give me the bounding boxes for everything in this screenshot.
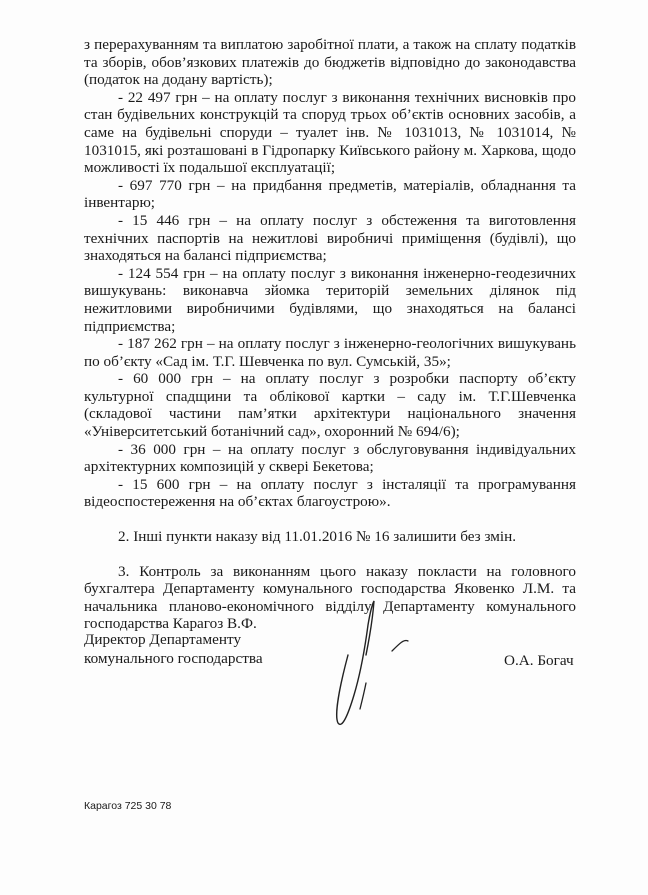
list-item-compositions-maintenance: - 36 000 грн – на оплату послуг з обслуговування індивідуальних архітектурних композицій у сквері Бекетова; xyxy=(84,440,576,476)
list-item-heritage-passport: - 60 000 грн – на оплату послуг з розробки паспорту об’єкту культурної спадщини та облікової картки – саду ім. Т.Г.Шевченка (складової частини пам’ятки архітектури національного значення «Університетський ботанічний сад», охоронний № 694/6); xyxy=(84,370,576,441)
list-item-geological-surveys: - 187 262 грн – на оплату послуг з інженерно-геологічних вишукувань по об’єкту «Сад ім. Т.Г. Шевченка по вул. Сумській, 35»; xyxy=(84,335,576,370)
signatory-title-line2: комунального господарства xyxy=(84,650,263,667)
list-item-technical-passports: - 15 446 грн – на оплату послуг з обстеження та виготовлення технічних паспортів на нежитлові виробничі приміщення (будівлі), що знаходяться на балансі підприємства; xyxy=(84,211,576,265)
signature-block xyxy=(84,630,584,668)
paragraph-point-3: 3. Контроль за виконанням цього наказу покласти на головного бухгалтера Департаменту комунального господарства Яковенко Л.М. та начальника планово-економічного відділу Департаменту комунального господарства Карагоз В.Ф. xyxy=(84,562,576,633)
paragraph-point-2: 2. Інші пункти наказу від 11.01.2016 № 16 залишити без змін. xyxy=(118,528,517,546)
list-item-technical-conclusions: - 22 497 грн – на оплату послуг з виконання технічних висновків про стан будівельних конструкцій та споруд трьох об’єктів основних засобів, а саме на будівельні споруди – туалет інв. № 1031013, № 1031014, № 1031015, які розташовані в Гідропарку Київського району м. Харкова, щодо можливості їх подальшої експлуатації; xyxy=(84,88,576,177)
signatory-name: О.А. Богач xyxy=(504,652,574,669)
list-item-purchase-materials: - 697 770 грн – на придбання предметів, матеріалів, обладнання та інвентарю; xyxy=(84,176,576,212)
document-body xyxy=(84,36,576,633)
list-item-video-surveillance: - 15 600 грн – на оплату послуг з інсталяції та програмування відеоспостереження на об’єктах благоустрою». xyxy=(84,475,576,511)
signatory-title-line1: Директор Департаменту xyxy=(84,631,242,648)
executor-contact-note: Карагоз 725 30 78 xyxy=(84,800,172,812)
list-item-geodetic-surveys: - 124 554 грн – на оплату послуг з виконання інженерно-геодезичних вишукувань: виконавча зйомка територій земельних ділянок під нежитловими виробничими будівлями, що знаходяться на балансі підприємства; xyxy=(84,264,576,335)
paragraph-continuation: з перерахуванням та виплатою заробітної плати, а також на сплату податків та зборів, обов’язкових платежів до бюджетів відповідно до законодавства (податок на додану вартість); xyxy=(84,36,576,89)
